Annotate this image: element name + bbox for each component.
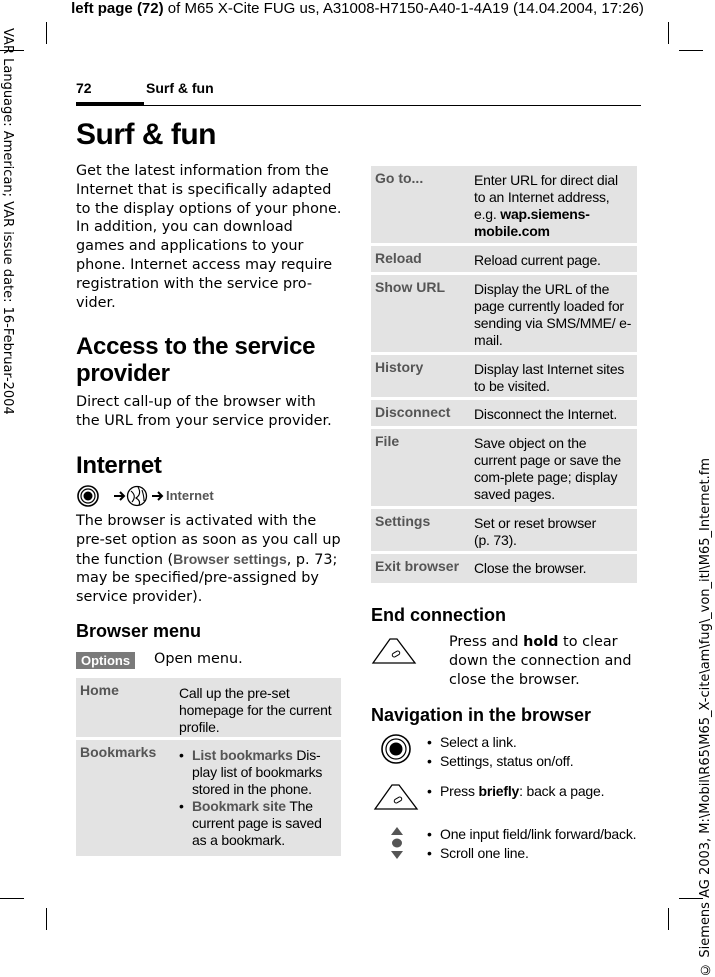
menu-path-internet: Internet xyxy=(166,488,214,503)
bookmark-site-text: The current page is saved as a bookmark. xyxy=(192,798,322,848)
crop-mark xyxy=(46,22,47,44)
options-description: Open menu. xyxy=(154,651,243,667)
table-row xyxy=(371,509,637,554)
internet-heading: Internet xyxy=(76,452,162,479)
page-number: 72 xyxy=(76,80,92,96)
print-header xyxy=(0,0,715,18)
browser-menu-heading: Browser menu xyxy=(76,621,202,641)
table-key: Bookmarks xyxy=(80,744,157,760)
end-key-list xyxy=(427,782,642,801)
browser-menu-table xyxy=(76,678,341,856)
header-rule-thick xyxy=(76,102,144,106)
crop-mark xyxy=(668,22,669,44)
table-value: Reload current page. xyxy=(474,252,601,268)
end-text-bold: hold xyxy=(523,634,559,650)
intro-paragraph: Get the latest information from the Internet that is specifically adapted to the display options of your phone. In addition, you can download games and applications to your phone. Internet access may require registration with the service pro-vider. xyxy=(76,163,342,311)
end-key-pre: Press xyxy=(440,783,479,799)
table-key: Disconnect xyxy=(375,404,451,420)
table-value: Display the URL of the page currently loaded for sending via SMS/MME/ e-mail. xyxy=(474,281,632,348)
options-softkey[interactable]: Options xyxy=(76,652,135,669)
crop-mark xyxy=(679,50,703,51)
end-key-icon xyxy=(371,634,417,668)
access-heading: Access to the service provider xyxy=(76,333,316,387)
table-value xyxy=(474,172,632,240)
table-key: Show URL xyxy=(375,279,445,295)
goto-url: wap.siemens-mobile.com xyxy=(474,206,590,239)
table-row xyxy=(371,355,637,400)
side-language-note: VAR Language: American; VAR issue date: 16-Februar-2004 xyxy=(0,28,15,415)
crop-mark xyxy=(0,898,24,899)
browser-functions-table xyxy=(371,166,637,583)
joystick-icon xyxy=(78,486,98,506)
globe-icon xyxy=(128,487,147,506)
up-down-list xyxy=(427,825,652,863)
table-row xyxy=(371,554,637,583)
list-item: • Settings, status on/off. xyxy=(427,752,642,771)
table-key: File xyxy=(375,433,400,449)
internet-text-b: , p. 73; may be specified/pre-assigned by service provider). xyxy=(76,551,338,606)
bookmark-site-label: Bookmark site xyxy=(192,798,286,814)
navigation-heading: Navigation in the browser xyxy=(371,705,592,725)
list-bookmarks-label: List bookmarks xyxy=(192,747,293,763)
internet-paragraph xyxy=(76,512,342,607)
end-key-icon xyxy=(373,780,419,814)
joystick-list xyxy=(427,733,642,771)
table-key: Go to... xyxy=(375,170,424,186)
list-item: • One input field/link forward/back. xyxy=(427,825,652,844)
list-item xyxy=(179,747,337,798)
browser-settings-link[interactable]: Browser settings xyxy=(173,550,287,567)
list-item xyxy=(427,782,642,801)
joystick-icon xyxy=(380,733,412,765)
end-text-a: Press and xyxy=(449,634,524,650)
internet-text-a: The browser is activated with the pre-set option as soon as you call up the function ( xyxy=(76,513,341,568)
list-item: • Select a link. xyxy=(427,733,642,752)
arrow-right-icon xyxy=(152,492,162,500)
table-key: Home xyxy=(80,682,119,698)
side-copyright-path: © Siemens AG 2003, M:\Mobil\R65\M65_X-cite\am\fug\_von_itl\M65_Internet.fm xyxy=(698,458,713,977)
header-rule-thin xyxy=(144,105,641,106)
list-bookmarks-text: Dis-play list of bookmarks stored in the phone. xyxy=(192,747,323,797)
table-row xyxy=(371,275,637,355)
running-head: Surf & fun xyxy=(146,80,214,96)
print-header-info: of M65 X-Cite FUG us, A31008-H7150-A40-1-4A19 (14.04.2004, 17:26) xyxy=(163,0,644,17)
table-row xyxy=(371,429,637,509)
table-key: History xyxy=(375,359,424,375)
table-row xyxy=(371,246,637,275)
bookmarks-list xyxy=(179,747,337,849)
access-paragraph: Direct call-up of the browser with the URL from your service provider. xyxy=(76,394,332,429)
table-value: Display last Internet sites to be visited. xyxy=(474,361,625,394)
table-value: Call up the pre-set homepage for the current profile. xyxy=(179,685,332,735)
table-value: Save object on the current page or save the com-plete page; display saved pages. xyxy=(474,435,621,502)
list-item xyxy=(179,798,337,849)
end-key-bold: briefly xyxy=(478,783,520,799)
table-row xyxy=(371,400,637,429)
crop-mark xyxy=(46,908,47,930)
end-connection-text xyxy=(449,633,641,689)
list-item: • Scroll one line. xyxy=(427,844,652,863)
print-header-prefix: left page (72) xyxy=(71,0,164,17)
end-key-post: : back a page. xyxy=(519,783,605,799)
options-row xyxy=(76,650,135,669)
table-key: Exit browser xyxy=(375,558,460,574)
table-row xyxy=(371,166,637,246)
table-key: Reload xyxy=(375,250,422,266)
goto-text: Enter URL for direct dial to an Internet address, e.g. xyxy=(474,172,618,222)
table-value: Disconnect the Internet. xyxy=(474,406,618,422)
end-text-b: to clear down the connection and close the browser. xyxy=(449,634,632,688)
table-value: Set or reset browser (p. 73). xyxy=(474,515,597,548)
table-row xyxy=(76,678,341,740)
table-row xyxy=(76,740,341,856)
table-value: Close the browser. xyxy=(474,560,587,576)
table-key: Settings xyxy=(375,513,431,529)
end-connection-heading: End connection xyxy=(371,605,506,625)
arrow-right-icon xyxy=(114,492,124,500)
menu-path xyxy=(76,484,276,508)
crop-mark xyxy=(668,908,669,930)
up-down-icon xyxy=(388,825,406,861)
page-title: Surf & fun xyxy=(76,118,216,151)
